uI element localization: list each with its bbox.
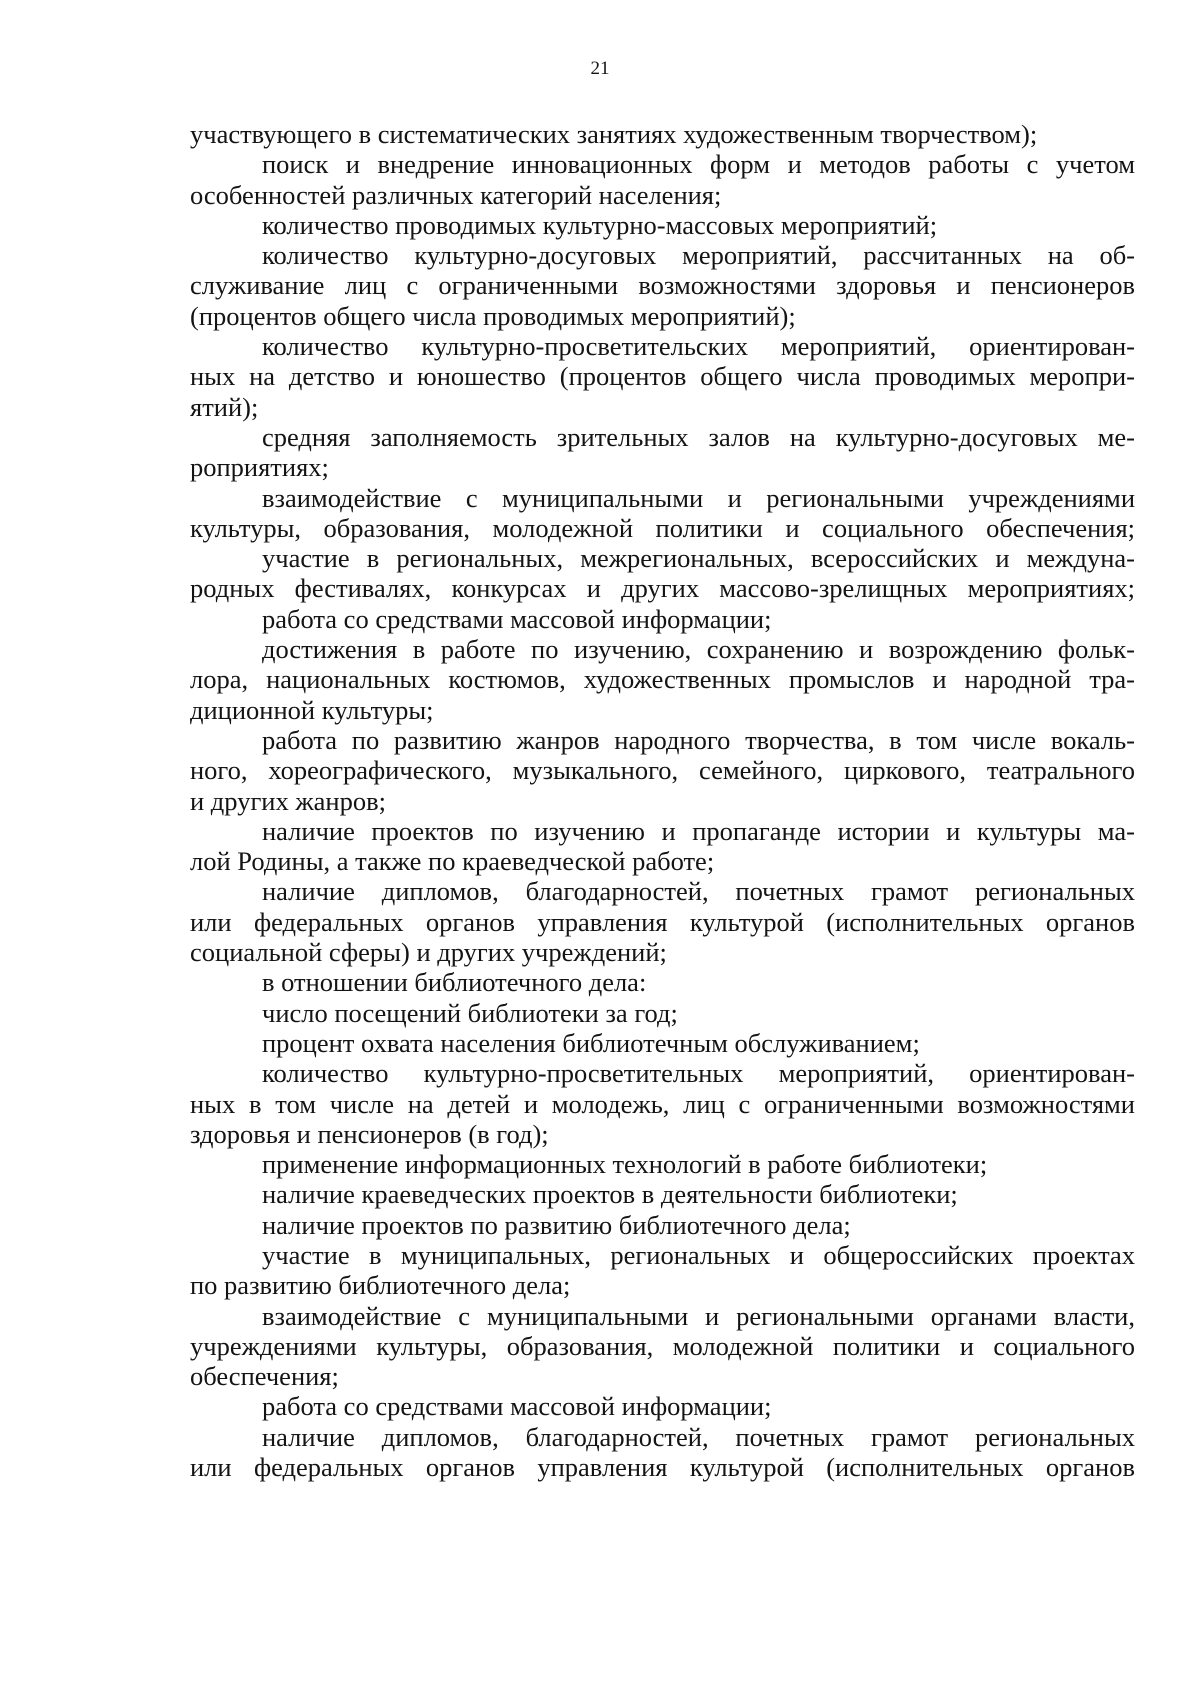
text-line: наличие краеведческих проектов в деятельности библиотеки; [262, 1179, 958, 1210]
text-line: достижения в работе по изучению, сохранению и возрождению фольк- [262, 634, 1135, 665]
text-line: обеспечения; [190, 1361, 339, 1392]
page-number: 21 [590, 58, 610, 79]
text-line: роприятиях; [190, 452, 329, 483]
text-line: (процентов общего числа проводимых мероприятий); [190, 300, 796, 331]
text-line: социальной сферы) и других учреждений; [190, 937, 667, 968]
text-line: число посещений библиотеки за год; [262, 997, 678, 1028]
text-line: средняя заполняемость зрительных залов на культурно-досуговых ме- [262, 421, 1135, 452]
text-line: ятий); [190, 391, 259, 422]
text-line: ных в том числе на детей и молодежь, лиц с ограниченными возможностями [190, 1088, 1135, 1119]
text-line: лора, национальных костюмов, художественных промыслов и народной тра- [190, 664, 1135, 695]
text-line: применение информационных технологий в работе библиотеки; [262, 1149, 988, 1180]
text-line: в отношении библиотечного дела: [262, 967, 647, 998]
text-line: количество культурно-досуговых мероприятий, рассчитанных на об- [262, 240, 1135, 271]
text-line: родных фестивалях, конкурсах и других массово-зрелищных мероприятиях; [190, 573, 1135, 604]
text-line: диционной культуры; [190, 694, 434, 725]
text-line: участие в региональных, межрегиональных, всероссийских и междуна- [262, 543, 1135, 574]
text-line: количество культурно-просветительских мероприятий, ориентирован- [262, 331, 1135, 362]
text-line: учреждениями культуры, образования, молодежной политики и социального [190, 1330, 1135, 1361]
text-line: или федеральных органов управления культурой (исполнительных органов [190, 1452, 1135, 1483]
text-line: наличие дипломов, благодарностей, почетных грамот региональных [262, 876, 1135, 907]
text-line: участвующего в систематических занятиях художественным творчеством); [190, 119, 1038, 149]
text-line: количество проводимых культурно-массовых мероприятий; [262, 209, 938, 240]
text-line: работа по развитию жанров народного творчества, в том числе вокаль- [262, 724, 1135, 755]
text-line: участие в муниципальных, региональных и общероссийских проектах [262, 1239, 1135, 1270]
text-line: лой Родины, а также по краеведческой работе; [190, 846, 715, 877]
text-line: служивание лиц с ограниченными возможностями здоровья и пенсионеров [190, 270, 1135, 301]
text-line: или федеральных органов управления культурой (исполнительных органов [190, 906, 1135, 937]
text-line: поиск и внедрение инновационных форм и методов работы с учетом [262, 149, 1135, 180]
text-line: взаимодействие с муниципальными и региональными органами власти, [262, 1300, 1135, 1331]
text-line: культуры, образования, молодежной политики и социального обеспечения; [190, 512, 1135, 543]
text-line: особенностей различных категорий населения; [190, 179, 722, 210]
text-line: работа со средствами массовой информации; [262, 603, 772, 634]
text-line: взаимодействие с муниципальными и региональными учреждениями [262, 482, 1135, 513]
text-line: процент охвата населения библиотечным обслуживанием; [262, 1027, 920, 1058]
text-line: наличие дипломов, благодарностей, почетных грамот региональных [262, 1421, 1135, 1452]
text-line: и других жанров; [190, 785, 386, 816]
text-line: по развитию библиотечного дела; [190, 1270, 571, 1301]
text-line: количество культурно-просветительных мероприятий, ориентирован- [262, 1058, 1135, 1089]
body-text [190, 119, 1135, 1482]
text-line: работа со средствами массовой информации; [262, 1391, 772, 1422]
text-line: ных на детство и юношество (процентов общего числа проводимых меропри- [190, 361, 1135, 392]
text-line: ного, хореографического, музыкального, семейного, циркового, театрального [190, 755, 1135, 786]
text-line: здоровья и пенсионеров (в год); [190, 1118, 549, 1149]
text-line: наличие проектов по развитию библиотечного дела; [262, 1209, 851, 1240]
text-line: наличие проектов по изучению и пропаганде истории и культуры ма- [262, 815, 1135, 846]
